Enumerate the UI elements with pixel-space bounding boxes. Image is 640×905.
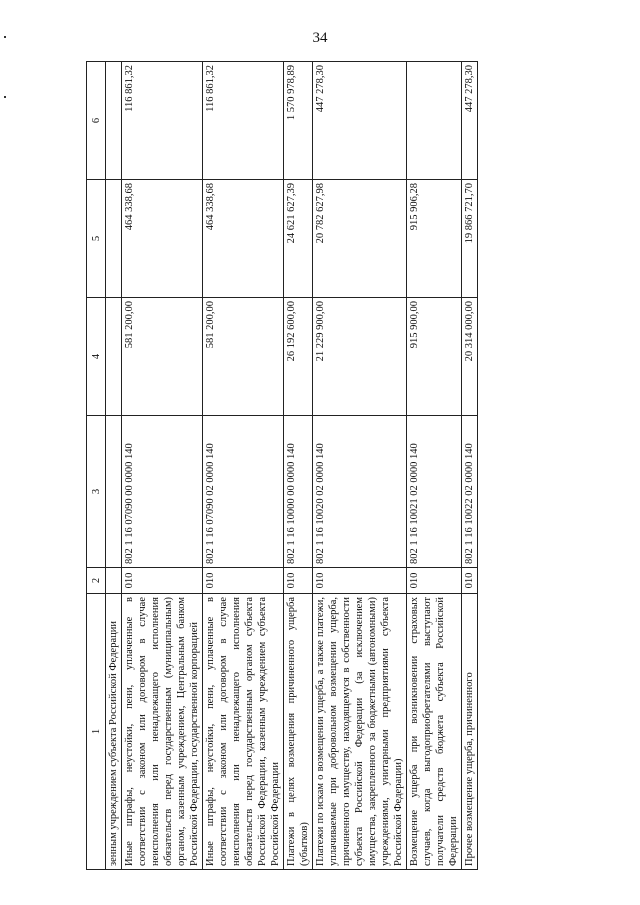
rotated-table (86, 62, 613, 870)
table-row (407, 62, 462, 870)
header-cell: 4 (87, 298, 106, 416)
kbk-cell (106, 416, 122, 568)
kbk-cell: 802 1 16 10000 00 0000 140 (284, 416, 313, 568)
executed-cell (106, 180, 122, 298)
plan-cell (106, 298, 122, 416)
line-code-cell: 010 (203, 568, 284, 594)
header-cell: 1 (87, 594, 106, 870)
line-code-cell (106, 568, 122, 594)
description-cell: Иные штрафы, неустойки, пени, уплаченные в соответствии с законом или договором в случае неисполнения или ненадлежащего исполнения обязательств перед государственным (муниципальным) органом, казенным учреждением, Центральным банком Российской Федерации, государственной корпорацией (122, 594, 203, 870)
remainder-cell: 116 861,32 (122, 62, 203, 180)
table-row (284, 62, 313, 870)
plan-cell: 26 192 600,00 (284, 298, 313, 416)
plan-cell: 21 229 900,00 (313, 298, 407, 416)
plan-cell: 915 900,00 (407, 298, 462, 416)
table-row (106, 62, 122, 870)
description-cell: Прочее возмещение ущерба, причиненного (462, 594, 478, 870)
plan-cell: 581 200,00 (122, 298, 203, 416)
kbk-cell: 802 1 16 07090 00 0000 140 (122, 416, 203, 568)
kbk-cell: 802 1 16 07090 02 0000 140 (203, 416, 284, 568)
description-cell: Иные штрафы, неустойки, пени, уплаченные в соответствии с законом или договором в случае неисполнения или ненадлежащего исполнения обязательств перед государственным органом субъекта Российской Федерации, казенным учреждением субъекта Российской Федерации (203, 594, 284, 870)
remainder-cell (106, 62, 122, 180)
remainder-cell: 447 278,30 (462, 62, 478, 180)
executed-cell: 915 906,28 (407, 180, 462, 298)
header-cell: 6 (87, 62, 106, 180)
kbk-cell: 802 1 16 10022 02 0000 140 (462, 416, 478, 568)
executed-cell: 24 621 627,39 (284, 180, 313, 298)
table-row (313, 62, 407, 870)
header-cell: 3 (87, 416, 106, 568)
table-row (122, 62, 203, 870)
margin-mark (4, 96, 6, 98)
margin-mark (4, 36, 6, 38)
line-code-cell: 010 (313, 568, 407, 594)
page-number: 34 (312, 30, 328, 46)
revenue-table (86, 61, 478, 870)
executed-cell: 464 338,68 (122, 180, 203, 298)
table-row (462, 62, 478, 870)
executed-cell: 19 866 721,70 (462, 180, 478, 298)
header-cell: 2 (87, 568, 106, 594)
description-cell: Возмещение ущерба при возникновении страховых случаев, когда выгодоприобретателями выступают получатели средств бюджета субъекта Российской Федерации (407, 594, 462, 870)
kbk-cell: 802 1 16 10021 02 0000 140 (407, 416, 462, 568)
plan-cell: 20 314 000,00 (462, 298, 478, 416)
executed-cell: 464 338,68 (203, 180, 284, 298)
plan-cell: 581 200,00 (203, 298, 284, 416)
line-code-cell: 010 (284, 568, 313, 594)
remainder-cell: 116 861,32 (203, 62, 284, 180)
remainder-cell: 1 570 978,89 (284, 62, 313, 180)
line-code-cell: 010 (407, 568, 462, 594)
header-row (87, 62, 106, 870)
line-code-cell: 010 (122, 568, 203, 594)
rotated-table-container (86, 62, 613, 870)
remainder-cell (407, 62, 462, 180)
table-row (203, 62, 284, 870)
executed-cell: 20 782 627,98 (313, 180, 407, 298)
kbk-cell: 802 1 16 10020 02 0000 140 (313, 416, 407, 568)
header-cell: 5 (87, 180, 106, 298)
remainder-cell: 447 278,30 (313, 62, 407, 180)
description-cell: зенным учреждением субъекта Российской Федерации (106, 594, 122, 870)
description-cell: Платежи в целях возмещения причиненного ущерба (убытков) (284, 594, 313, 870)
description-cell: Платежи по искам о возмещении ущерба, а также платежи, уплачиваемые при добровольном возмещении ущерба, причиненного имуществу, находящемуся в собственности субъекта Российской Федерации (за исключением имущества, закрепленного за бюджетными (автономными) учреждениями, унитарными предприятиями субъекта Российской Федерации) (313, 594, 407, 870)
line-code-cell: 010 (462, 568, 478, 594)
